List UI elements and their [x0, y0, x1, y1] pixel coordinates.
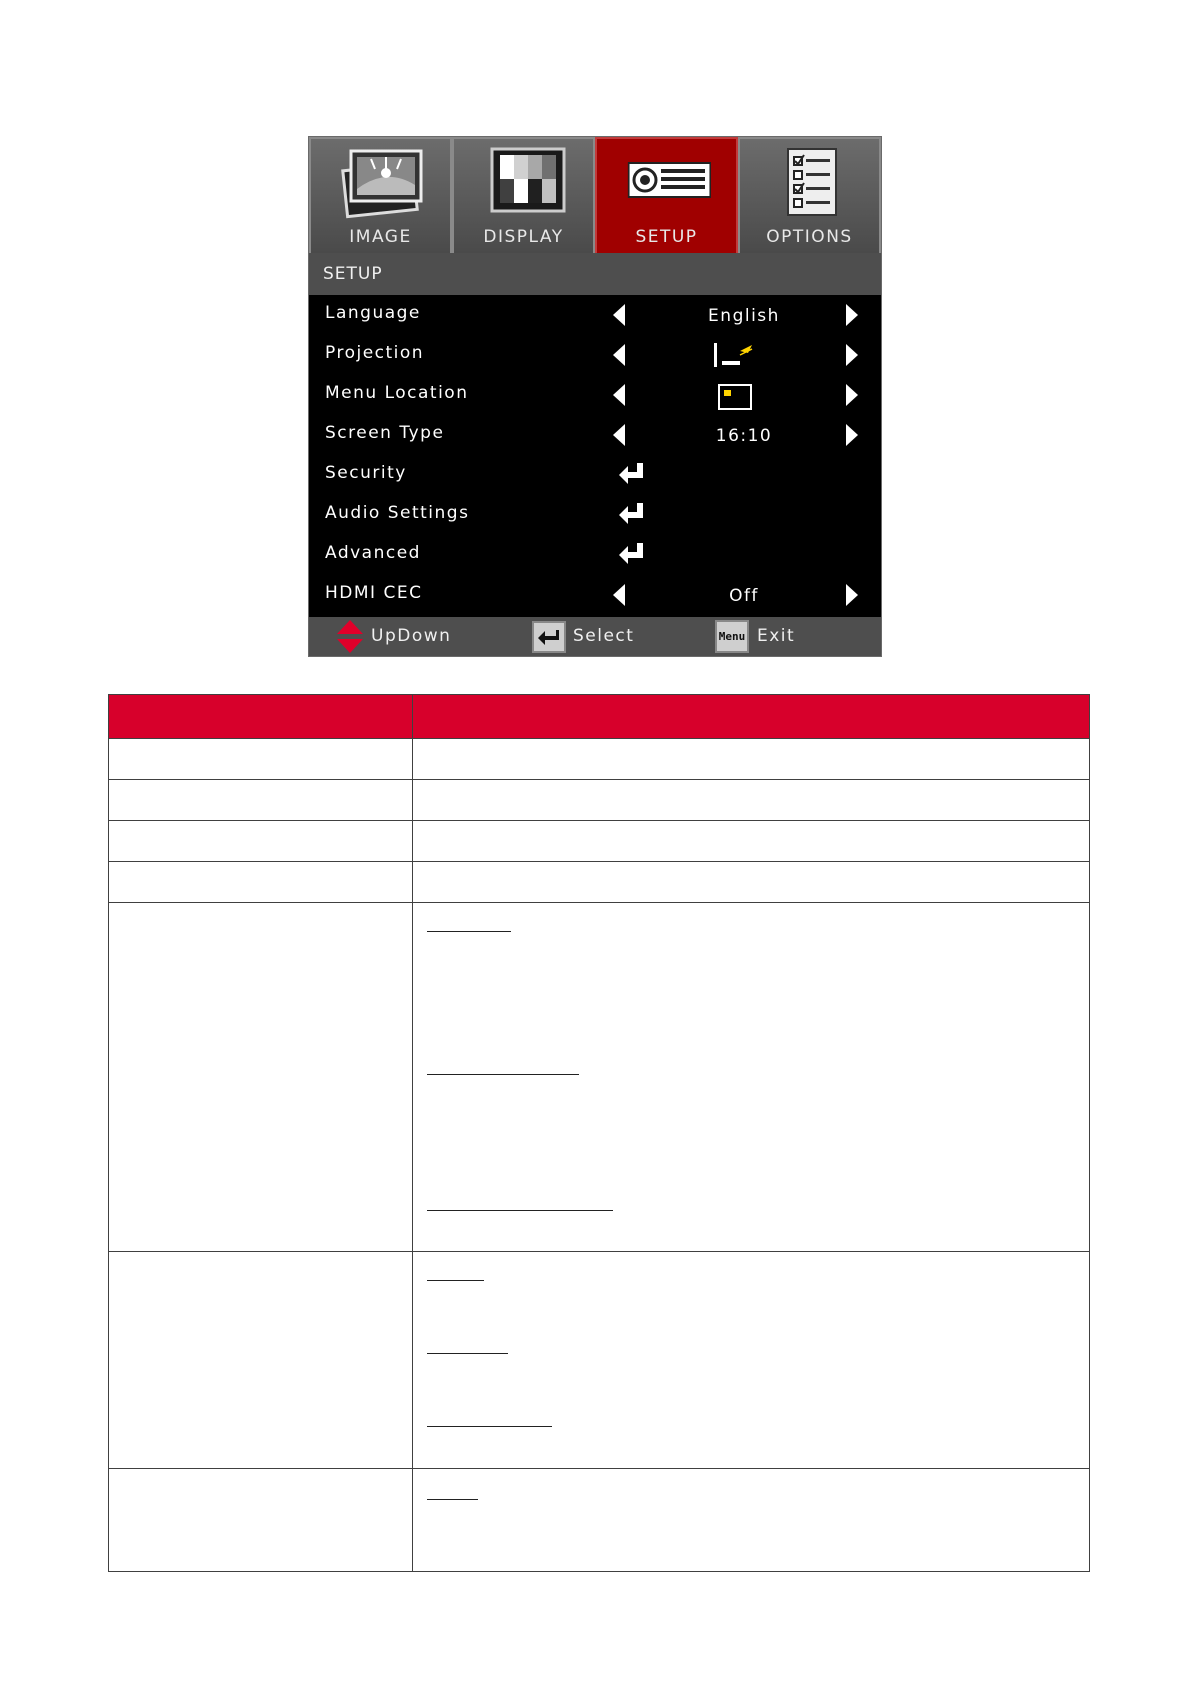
row-projection[interactable] [309, 335, 881, 375]
table-row [109, 821, 1090, 862]
cell-content [413, 903, 1089, 1251]
tab-setup[interactable] [595, 137, 738, 253]
table-cell [109, 1469, 413, 1572]
section-title: SETUP [309, 253, 881, 295]
cell-content [413, 1469, 1089, 1571]
menu-footer [309, 617, 881, 656]
projector-icon [627, 145, 711, 219]
table-header-row [109, 695, 1090, 739]
table-cell [413, 1469, 1090, 1572]
row-label: Advanced [325, 543, 421, 563]
tab-setup-label: SETUP [635, 227, 698, 247]
select-key-icon [532, 621, 566, 653]
osd-setup-menu [308, 136, 882, 657]
underline [427, 1210, 613, 1211]
setup-description-table [108, 694, 1090, 1572]
row-label: Screen Type [325, 423, 445, 443]
table-cell [413, 862, 1090, 903]
arrow-right-icon[interactable] [845, 303, 859, 327]
arrow-left-icon[interactable] [612, 303, 626, 327]
enter-icon[interactable] [617, 540, 645, 568]
arrow-right-icon[interactable] [845, 423, 859, 447]
row-advanced[interactable] [309, 535, 881, 575]
image-icon [341, 145, 425, 219]
tab-display[interactable] [452, 137, 595, 253]
table-cell [109, 821, 413, 862]
table-row [109, 1469, 1090, 1572]
underline [427, 1280, 484, 1281]
row-language[interactable] [309, 295, 881, 335]
enter-icon[interactable] [617, 500, 645, 528]
row-value: 16:10 [715, 426, 773, 446]
table-row [109, 862, 1090, 903]
footer-exit-label: Exit [757, 626, 796, 646]
arrow-left-icon[interactable] [612, 343, 626, 367]
table-header-cell [109, 695, 413, 739]
updown-arrow-icon [335, 617, 365, 656]
underline [427, 1426, 552, 1427]
table-row [109, 739, 1090, 780]
row-menu-location[interactable] [309, 375, 881, 415]
arrow-left-icon[interactable] [612, 423, 626, 447]
table-header-cell [413, 695, 1090, 739]
table-row [109, 903, 1090, 1252]
menu-tabs [309, 137, 881, 253]
underline [427, 931, 511, 932]
table-row [109, 780, 1090, 821]
cell-content [413, 1252, 1089, 1468]
row-value: English [708, 306, 780, 326]
enter-icon[interactable] [617, 460, 645, 488]
table-cell [413, 903, 1090, 1252]
row-audio-settings[interactable] [309, 495, 881, 535]
underline [427, 1074, 579, 1075]
footer-updown-label: UpDown [371, 626, 452, 646]
tab-display-label: DISPLAY [483, 227, 564, 247]
table-cell [109, 1252, 413, 1469]
tab-image-label: IMAGE [349, 227, 412, 247]
table-cell [413, 739, 1090, 780]
footer-select-label: Select [573, 626, 635, 646]
arrow-left-icon[interactable] [612, 583, 626, 607]
display-icon [484, 145, 568, 219]
arrow-right-icon[interactable] [845, 583, 859, 607]
underline [427, 1353, 508, 1354]
menu-location-top-left-icon [717, 383, 753, 411]
row-hdmi-cec[interactable] [309, 575, 881, 615]
row-value: Off [729, 586, 759, 606]
table-cell [109, 862, 413, 903]
arrow-right-icon[interactable] [845, 343, 859, 367]
row-label: Projection [325, 343, 425, 363]
tab-image[interactable] [309, 137, 452, 253]
setup-rows [309, 295, 881, 615]
tab-options[interactable] [738, 137, 881, 253]
row-label: Audio Settings [325, 503, 470, 523]
table-cell [413, 821, 1090, 862]
table-cell [413, 780, 1090, 821]
arrow-right-icon[interactable] [845, 383, 859, 407]
table-row [109, 1252, 1090, 1469]
row-label: Security [325, 463, 407, 483]
table-cell [413, 1252, 1090, 1469]
arrow-left-icon[interactable] [612, 383, 626, 407]
row-label: Language [325, 303, 421, 323]
row-security[interactable] [309, 455, 881, 495]
options-list-icon [770, 145, 854, 219]
underline [427, 1499, 478, 1500]
projection-front-desktop-icon [712, 341, 758, 369]
table-cell [109, 739, 413, 780]
row-label: HDMI CEC [325, 583, 423, 603]
row-label: Menu Location [325, 383, 469, 403]
table-cell [109, 903, 413, 1252]
menu-key-icon: Menu [715, 620, 749, 653]
row-screen-type[interactable] [309, 415, 881, 455]
tab-options-label: OPTIONS [766, 227, 853, 247]
table-cell [109, 780, 413, 821]
